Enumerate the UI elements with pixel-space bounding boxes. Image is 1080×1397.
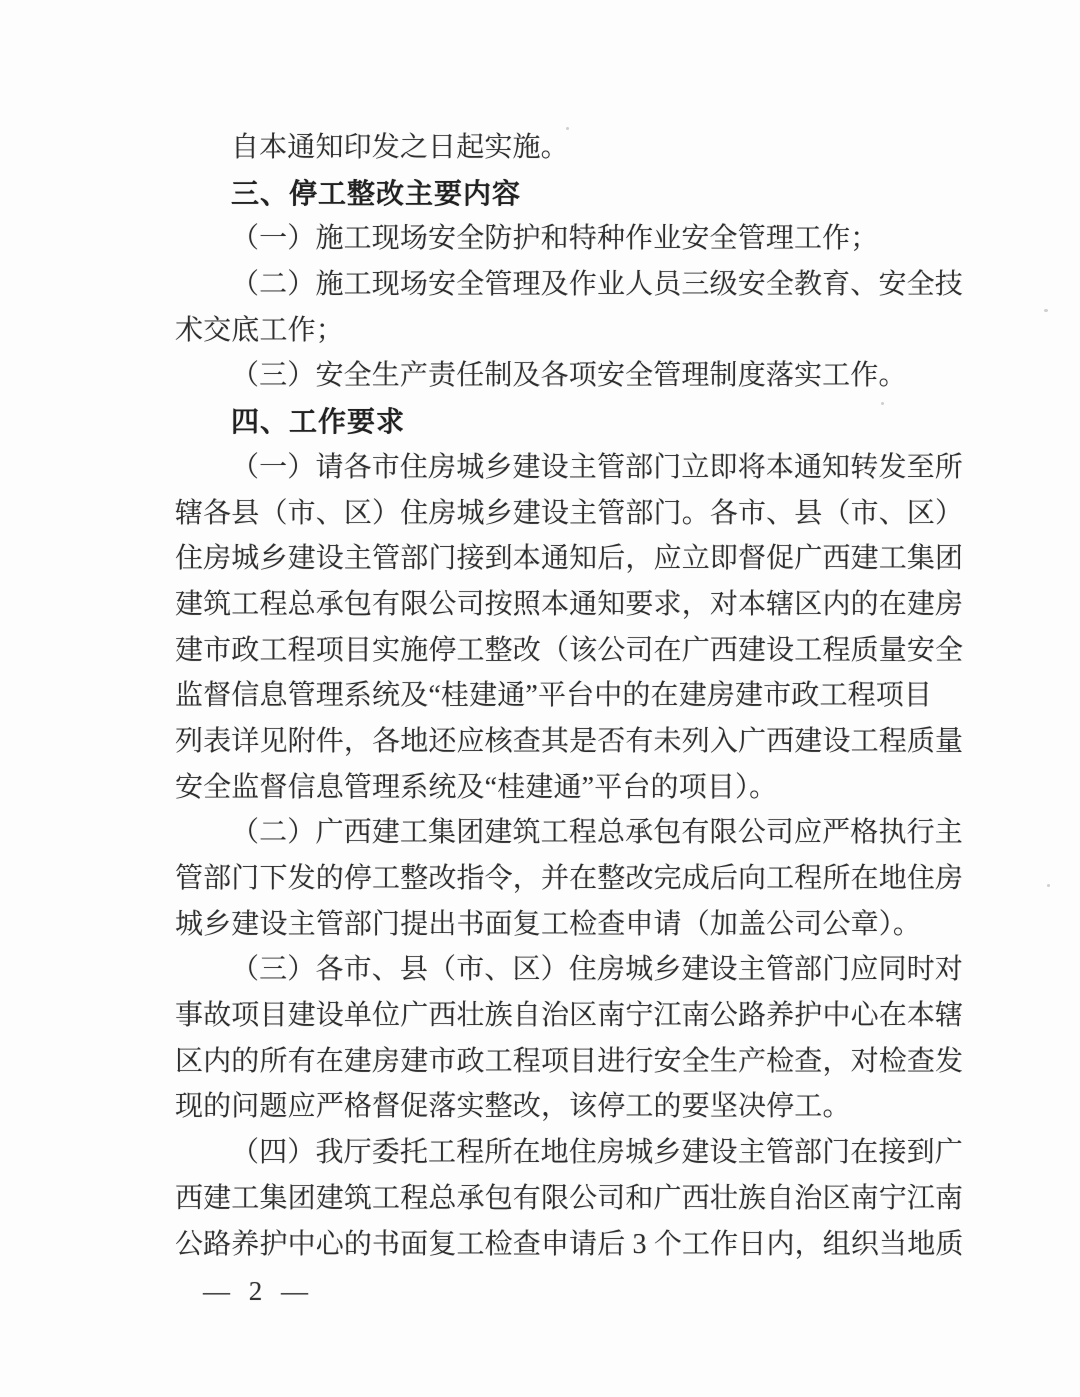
document-line: （三）安全生产责任制及各项安全管理制度落实工作。 (231, 360, 907, 392)
section-heading: 四、工作要求 (231, 406, 406, 438)
document-line: 建市政工程项目实施停工整改（该公司在广西建设工程质量安全 (175, 634, 964, 666)
document-line: 事故项目建设单位广西壮族自治区南宁江南公路养护中心在本辖 (175, 1000, 964, 1032)
document-body (175, 125, 965, 1267)
document-line: 自本通知印发之日起实施。 (231, 132, 569, 163)
document-line: 列表详见附件，各地还应核查其是否有未列入广西建设工程质量 (175, 725, 964, 757)
page-number: — 2 — (203, 1276, 314, 1306)
document-line: 现的问题应严格督促落实整改，该停工的要坚决停工。 (175, 1091, 851, 1123)
section-heading: 三、停工整改主要内容 (231, 177, 522, 209)
document-line: 安全监督信息管理系统及“桂建通”平台的项目）。 (175, 771, 778, 803)
document-line: （三）各市、县（市、区）住房城乡建设主管部门应同时对 (231, 954, 963, 986)
document-line: 辖各县（市、区）住房城乡建设主管部门。各市、县（市、区） (175, 497, 964, 529)
document-line: 西建工集团建筑工程总承包有限公司和广西壮族自治区南宁江南 (175, 1182, 964, 1214)
scan-speck (566, 127, 569, 130)
document-line: 管部门下发的停工整改指令，并在整改完成后向工程所在地住房 (175, 863, 964, 894)
document-line: （一）施工现场安全防护和特种作业安全管理工作； (231, 223, 879, 255)
document-line: 术交底工作； (175, 314, 344, 346)
document-line: 城乡建设主管部门提出书面复工检查申请（加盖公司公章）。 (175, 908, 922, 940)
document-line: （二）施工现场安全管理及作业人员三级安全教育、安全技 (231, 269, 963, 301)
document-line: 公路养护中心的书面复工检查申请后 3 个工作日内，组织当地质 (175, 1228, 964, 1260)
document-line: 建筑工程总承包有限公司按照本通知要求，对本辖区内的在建房 (175, 588, 964, 620)
document-line: （一）请各市住房城乡建设主管部门立即将本通知转发至所 (231, 451, 963, 483)
document-line: 住房城乡建设主管部门接到本通知后，应立即督促广西建工集团 (175, 543, 964, 575)
scan-speck (1047, 884, 1050, 887)
document-line: （二）广西建工集团建筑工程总承包有限公司应严格执行主 (231, 817, 963, 849)
scan-speck (881, 402, 884, 405)
document-line: 区内的所有在建房建市政工程项目进行安全生产检查，对检查发 (175, 1045, 964, 1077)
document-line: 监督信息管理系统及“桂建通”平台中的在建房建市政工程项目 (175, 680, 933, 712)
document-line: （四）我厅委托工程所在地住房城乡建设主管部门在接到广 (231, 1137, 963, 1169)
scan-speck (1044, 309, 1048, 312)
